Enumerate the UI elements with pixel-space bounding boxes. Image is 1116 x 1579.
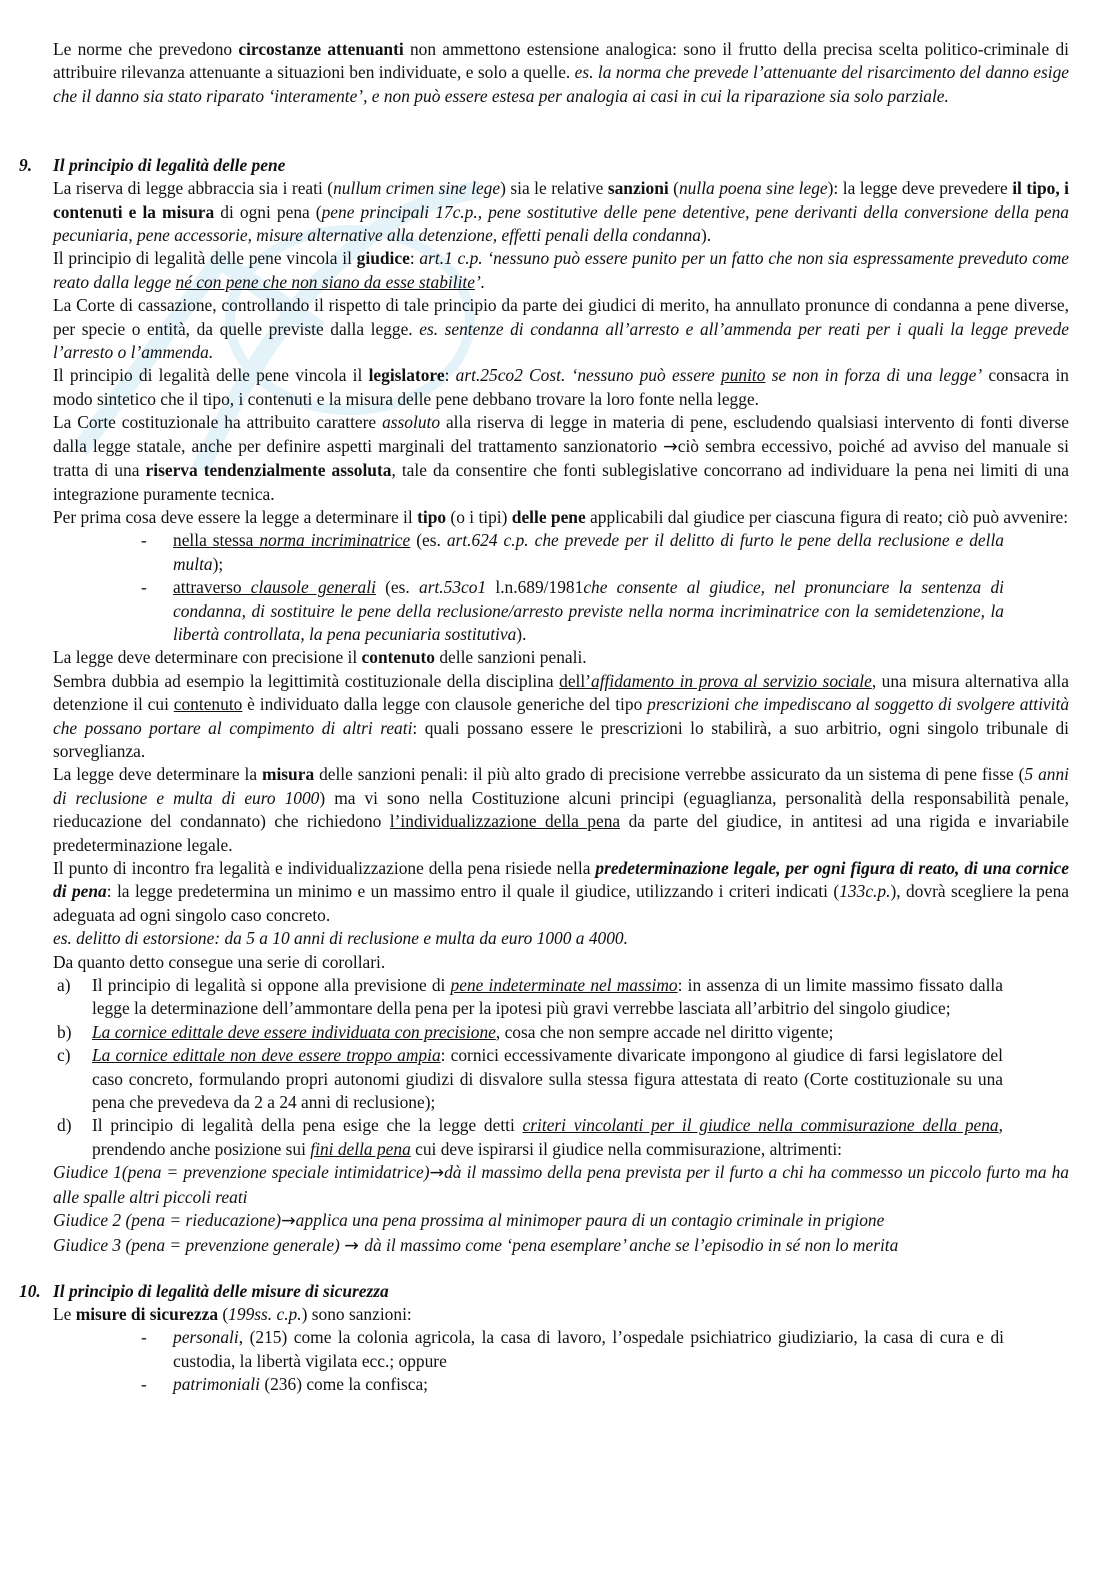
sec9-paragraph-esempio-estorsione (53, 927, 1069, 950)
text-run: misura (261, 764, 315, 785)
sec9-paragraph-tipo (53, 506, 1069, 529)
text-run: applica una pena prossima al minimoper paura di un contagio criminale in prigione (295, 1210, 885, 1231)
text-run: Le (53, 1303, 76, 1324)
text-run: Il principio di legalità si oppone alla previsione di (92, 975, 451, 996)
sec9-paragraph-cornice (53, 857, 1069, 927)
list-item-text (173, 577, 1004, 644)
text-run: ) sono sanzioni: (301, 1303, 412, 1324)
text-run: : quali possano essere le prescrizioni lo stabilirà, a suo arbitrio, ogni singolo tribunale di sorveglianza. (53, 717, 1069, 761)
text-run: né con pene che non siano da esse stabilite (175, 271, 475, 292)
text-run: art.53co1 (419, 577, 487, 598)
sec9-paragraph-corte-costituzionale (53, 411, 1069, 506)
text-run: giudice (356, 248, 410, 269)
judge-1-example (53, 1161, 1069, 1209)
intro-paragraph (53, 38, 1069, 108)
text-run: di ogni pena ( (214, 201, 322, 222)
text-run: personali (173, 1327, 239, 1348)
text-run: La legge deve determinare con precisione il (53, 647, 362, 668)
text-run: misure di sicurezza (75, 1303, 219, 1324)
text-run: dà il massimo della pena prevista per il furto a chi ha commesso un piccolo furto ma ha alle spalle altri piccoli reati (53, 1162, 1069, 1207)
text-run: : cornici eccessivamente divaricate impongono al giudice di farsi legislatore del caso concreto, formulando propri autonomi giudizi di disvalore sulla stessa figura attestata di reato (Corte costituzionale su una pena che prevedeva da 2 a 24 anni di reclusione); (92, 1045, 1003, 1113)
text-run: Il principio di legalità delle pene vincola il (53, 365, 369, 386)
text-run: es. sentenze di condanna all’arresto e all’ammenda per reati per i quali la legge prevede l’arresto o l’ammenda. (53, 318, 1070, 363)
text-run: pene principali 17c.p., pene sostitutive delle pene detentive, pene derivanti della conversione della pena pecuniaria, pene accessorie, misure alternative alla detenzione, effetti penali della condanna (53, 201, 1069, 246)
text-run: La riserva di legge abbraccia sia i reati ( (53, 178, 334, 199)
text-run: da parte del giudice, in antitesi ad una rigida e invariabile predeterminazione legale. (53, 811, 1069, 855)
judge-3-example (53, 1234, 1069, 1258)
text-run: La legge deve determinare la (53, 764, 262, 785)
section-10-heading (19, 1280, 1069, 1303)
text-run: : in assenza di un limite massimo fissato dalla legge la determinazione dell’ammontare della pena per la ipotesi più gravi verrebbe lasciata all’arbitrio del singolo giudice; (92, 975, 1003, 1019)
list-item (53, 1326, 1004, 1373)
text-run: ). (516, 623, 527, 644)
text-run: Sembra dubbia ad esempio la legittimità costituzionale della disciplina (53, 670, 560, 691)
text-run: ): la legge deve prevedere (827, 178, 1013, 199)
text-run: : la legge predetermina un minimo e un massimo entro il quale il giudice, utilizzando i criteri indicati ( (106, 881, 840, 902)
corollary-item (53, 1021, 1003, 1044)
text-run: (es. (375, 577, 419, 598)
sec9-paragraph-misura (53, 763, 1069, 857)
sec10-paragraph-misure (53, 1303, 1069, 1326)
section-10-number: 10. (19, 1280, 41, 1301)
text-run: Giudice 2 (pena = rieducazione) (53, 1210, 282, 1231)
text-run: ( (668, 178, 679, 199)
text-run: delle pene (511, 506, 586, 527)
text-run: legislatore (368, 365, 445, 386)
text-run: predeterminazione legale, per ogni figura di reato, di una cornice di pena (53, 858, 1069, 902)
list-item-text (173, 1374, 428, 1394)
text-run: La cornice edittale deve essere individuata con precisione (92, 1021, 496, 1042)
text-run: applicabili dal giudice per ciascuna figura di reato; ciò può avvenire: (585, 506, 1069, 527)
list-item (53, 1373, 1004, 1396)
text-run: assoluto (382, 412, 441, 433)
text-run: il tipo, i contenuti e la misura (53, 178, 1070, 222)
text-run: fini della pena (310, 1138, 411, 1159)
text-run: (es. (410, 530, 447, 551)
corollary-marker: c) (57, 1045, 71, 1066)
arrow-icon: → (429, 1163, 445, 1184)
text-run: cui deve ispirarsi il giudice nella commisurazione, altrimenti: (410, 1138, 843, 1159)
corollary-item (53, 1114, 1003, 1161)
text-run: delle sanzioni penali. (434, 647, 587, 668)
text-run: Il principio di legalità della pena esige che la legge detti (92, 1115, 523, 1136)
text-run: attraverso (173, 577, 251, 598)
text-run: Giudice 1(pena = prevenzione speciale intimidatrice) (53, 1162, 430, 1183)
text-run: art.25co2 Cost. ‘nessuno può essere (455, 365, 722, 386)
text-run: La Corte di cassazione, controllando il rispetto di tale principio da parte dei giudici di merito, ha annullato pronunce di condanna a pene diverse, per specie o entità, da quelle previste dalla legge. (53, 295, 1069, 339)
text-run: , (215) come la colonia agricola, la casa di lavoro, l’ospedale psichiatrico giudiziario, la casa di cura e di custodia, la libertà vigilata ecc.; oppure (173, 1327, 1004, 1371)
text-run: alla riserva di legge in materia di pene, escludendo qualsiasi intervento di fonti diverse dalla legge statale, anche per definire aspetti marginali del trattamento sanzionatorio (53, 412, 1070, 456)
text-run: ciò sembra eccessivo, poiché ad avviso del manuale si tratta di una (53, 435, 1069, 481)
text-run: : (409, 248, 420, 269)
list-dash: - (141, 530, 147, 551)
text-run: nella stessa (173, 530, 260, 551)
text-run: ( (218, 1303, 229, 1324)
list-item (53, 529, 1004, 576)
text-run: : (444, 365, 456, 386)
corollary-text (92, 1045, 1003, 1112)
text-run: art.1 c.p. ‘nessuno può essere punito per un fatto che non sia espressamente preveduto come reato dalla legge (53, 248, 1069, 292)
corollary-text (92, 1022, 833, 1042)
corollary-marker: b) (57, 1021, 72, 1042)
text-run: patrimoniali (173, 1374, 260, 1395)
text-run: clausole generali (250, 577, 376, 598)
text-run: art.624 c.p. che prevede per il delitto di furto le pene della reclusione e della multa (173, 530, 1004, 574)
text-run: tipo (417, 506, 447, 527)
text-run: contenuto (173, 694, 243, 715)
text-run: delle sanzioni penali: il più alto grado di precisione verrebbe assicurato da un sistema di pene fisse ( (314, 764, 1025, 785)
text-run: Da quanto detto consegue una serie di corollari. (53, 951, 386, 972)
text-run: La cornice edittale non deve essere troppo ampia (92, 1045, 441, 1066)
text-run: contenuto (361, 647, 435, 668)
text-run: se non in forza di una legge’ (765, 365, 983, 386)
text-run: ) sia le relative (500, 178, 608, 199)
list-item-text (173, 530, 1004, 573)
arrow-icon: → (281, 1211, 296, 1232)
corollary-item (53, 974, 1003, 1021)
text-run: è individuato dalla legge con clausole generiche del tipo (242, 694, 648, 715)
text-run: punito (721, 365, 766, 386)
text-run: es. la norma che prevede l’attenuante del risarcimento del danno esige che il danno sia stato riparato ‘interamente’, e non può essere estesa per analogia ai casi in cui la riparazione sia solo parziale. (53, 62, 1069, 106)
text-run: 133c.p. (839, 881, 891, 902)
text-run: circostanze attenuanti (238, 39, 404, 59)
text-run: che consente al giudice, nel pronunciare la sentenza di condanna, di sostituire le pene della reclusione/arresto previste nella norma incriminatrice con la semidetenzione, la libertà controllata, la pena pecuniaria sostitutiva (173, 577, 1004, 644)
text-run: 199ss. c.p. (228, 1303, 302, 1324)
corollary-text (92, 1115, 1003, 1158)
section-9-number: 9. (19, 155, 33, 176)
text-run: pene indeterminate nel massimo (450, 975, 678, 996)
text-run: ); (212, 553, 224, 574)
text-run: sanzioni (607, 178, 669, 199)
section-9-title: Il principio di legalità delle pene (53, 155, 286, 176)
arrow-icon: → (663, 436, 678, 457)
list-item (53, 576, 1004, 646)
text-run: ), dovrà scegliere la pena adeguata ad ogni singolo caso concreto. (53, 881, 1070, 925)
text-run: ) ma vi sono nella Costituzione alcuni principi (eguaglianza, personalità della responsabilità penale, rieducazione del condannato) che richiedono (53, 787, 1070, 832)
text-run: (236) come la confisca; (259, 1374, 429, 1395)
text-run: consacra in modo sintetico che il tipo, i contenuti e la misura delle pene debbano trovare la loro fonte nella legge. (53, 365, 1069, 409)
text-run: La Corte costituzionale ha attribuito carattere (53, 412, 383, 433)
sec9-paragraph-legislatore (53, 364, 1069, 411)
text-run: dà il massimo come ‘pena esemplare’ anche se l’episodio in sé non lo merita (364, 1234, 899, 1255)
text-run: , cosa che non sempre accade nel diritto vigente; (495, 1021, 834, 1042)
text-run: , prendendo anche posizione sui (92, 1115, 1003, 1159)
text-run: Giudice 3 (pena = prevenzione generale) (53, 1234, 345, 1255)
text-run: ). (700, 225, 712, 246)
list-dash: - (141, 577, 147, 598)
text-run: affidamento in prova al servizio sociale (591, 670, 872, 691)
text-run: es. delitto di estorsione: da 5 a 10 anni di reclusione e multa da euro 1000 a 4000. (53, 928, 628, 949)
text-run: Per prima cosa deve essere la legge a determinare il (53, 506, 418, 527)
text-run: non ammettono estensione analogica: sono il frutto della precisa scelta politico-criminale di attribuire rilevanza attenuante a situazioni ben individuate, e solo a quelle. (53, 39, 1069, 83)
corollary-text (92, 975, 1003, 1018)
sec9-paragraph-cassazione (53, 294, 1069, 364)
text-run: prescrizioni che impediscano al soggetto di svolgere attività che possano portare al compimento di altri reati (53, 694, 1070, 738)
corollary-item (53, 1044, 1003, 1114)
list-item-text (173, 1327, 1004, 1370)
text-run: ’. (474, 271, 486, 292)
text-run: (o i tipi) (446, 506, 512, 527)
sec9-paragraph-contenuto (53, 646, 1069, 669)
corollary-marker: a) (57, 975, 71, 996)
document-body (19, 38, 1070, 1397)
text-run: l.n.689/1981 (486, 577, 584, 598)
text-run: dell’ (559, 670, 592, 691)
corollary-marker: d) (57, 1115, 72, 1136)
text-run: 5 anni di reclusione e multa di euro 1000 (53, 764, 1069, 808)
judge-2-example (53, 1209, 1069, 1233)
sec9-paragraph-corollari (53, 951, 1069, 974)
text-run: Il principio di legalità delle pene vincola il (53, 248, 357, 269)
arrow-icon: → (344, 1235, 365, 1256)
sec9-paragraph-riserva (53, 177, 1069, 247)
text-run: Il punto di incontro fra legalità e individualizzazione della pena risiede nella (53, 858, 596, 878)
list-dash: - (141, 1327, 147, 1348)
text-run: nullum crimen sine lege (333, 178, 501, 199)
section-9-heading (19, 154, 1069, 177)
text-run: l’individualizzazione della pena (389, 811, 621, 832)
text-run: Le norme che prevedono (53, 39, 239, 59)
text-run: , una misura alternativa alla detenzione il cui (53, 670, 1069, 715)
text-run: , tale da consentire che fonti sublegislative concorrano ad individuare la pena nei limiti di una integrazione puramente tecnica. (53, 460, 1070, 504)
section-10-title: Il principio di legalità delle misure di sicurezza (53, 1280, 389, 1301)
text-run: nulla poena sine lege (678, 178, 828, 199)
sec9-paragraph-giudice (53, 247, 1069, 294)
text-run: riserva tendenzialmente assoluta (145, 460, 392, 481)
list-dash: - (141, 1374, 147, 1395)
sec9-paragraph-affidamento (53, 670, 1069, 764)
text-run: criteri vincolanti per il giudice nella commisurazione della pena (522, 1115, 999, 1136)
text-run: norma incriminatrice (259, 530, 411, 551)
